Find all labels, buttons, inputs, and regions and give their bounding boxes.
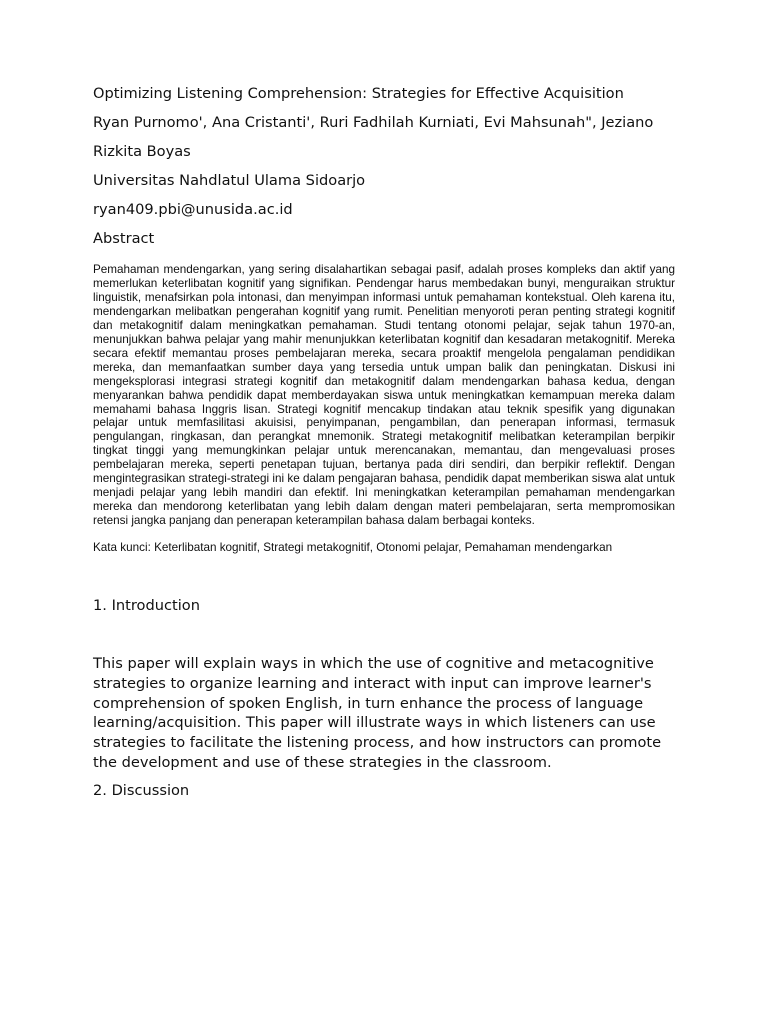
section-heading-introduction: 1. Introduction	[93, 597, 200, 615]
introduction-text: This paper will explain ways in which the use of cognitive and metacognitive strategies to organize learning and interact with input can improve learner's comprehension of spoken English, in turn enhance the process of language learning/acquisition. This paper will illustrate ways in which listeners can use strategies to facilitate the listening process, and how instructors can promote the development and use of these strategies in the classroom.	[93, 655, 662, 771]
affiliation: Universitas Nahdlatul Ulama Sidoarjo	[93, 172, 366, 189]
author-list: Ryan Purnomo', Ana Cristanti', Ruri Fadhilah Kurniati, Evi Mahsunah", Jeziano	[93, 114, 654, 131]
author-extra: Rizkita Boyas	[93, 143, 191, 160]
author-email: ryan409.pbi@unusida.ac.id	[93, 201, 293, 218]
abstract-text: Pemahaman mendengarkan, yang sering disalahartikan sebagai pasif, adalah proses kompleks dan aktif yang memerlukan keterlibatan kognitif yang signifikan. Pendengar harus membedakan bunyi, menguraikan struktur linguistik, menafsirkan pola intonasi, dan menyimpan informasi untuk pemahaman kontekstual. Oleh karena itu, mendengarkan melibatkan pengerahan kognitif yang rumit. Penelitian menyoroti peran penting strategi kognitif dan metakognitif dalam meningkatkan pemahaman. Studi tentang otonomi pelajar, sejak tahun 1970-an, menunjukkan bahwa pelajar yang mahir menunjukkan keterlibatan kognitif dan kesadaran metakognitif. Mereka secara efektif memantau proses pembelajaran mereka, secara proaktif mengelola pengalaman pendidikan mereka, dan memanfaatkan sumber daya yang tersedia untuk umpan balik dan peningkatan. Diskusi ini mengeksplorasi integrasi strategi kognitif dan metakognitif dalam mendengarkan bahasa kedua, dengan menyarankan bahwa pendidik dapat memberdayakan siswa untuk meningkatkan kemampuan mereka dalam memahami bahasa Inggris lisan. Strategi kognitif mencakup tindakan atau teknik spesifik yang digunakan pelajar untuk memfasilitasi akuisisi, penyimpanan, pengambilan, dan penerapan informasi, termasuk pengulangan, ringkasan, dan perangkat mnemonik. Strategi metakognitif melibatkan keterampilan berpikir tingkat tinggi yang memungkinkan pelajar untuk merencanakan, memantau, dan mengevaluasi proses pembelajaran mereka, seperti penetapan tujuan, bertanya pada diri sendiri, dan berpikir reflektif. Dengan mengintegrasikan strategi-strategi ini ke dalam pengajaran bahasa, pendidik dapat memberikan siswa alat untuk menjadi pelajar yang lebih mandiri dan efektif. Ini meningkatkan keterampilan pemahaman mendengarkan mereka dan mendorong keterlibatan yang lebih dalam dengan materi pembelajaran, serta mempromosikan retensi jangka panjang dan penerapan keterampilan bahasa dalam berbagai konteks.	[93, 263, 675, 528]
paper-page	[93, 84, 675, 801]
paper-title: Optimizing Listening Comprehension: Strategies for Effective Acquisition	[93, 85, 624, 102]
section-heading-discussion: 2. Discussion	[93, 781, 190, 799]
abstract-heading: Abstract	[93, 230, 155, 247]
keywords: Kata kunci: Keterlibatan kognitif, Strategi metakognitif, Otonomi pelajar, Pemahaman mendengarkan	[93, 541, 613, 555]
